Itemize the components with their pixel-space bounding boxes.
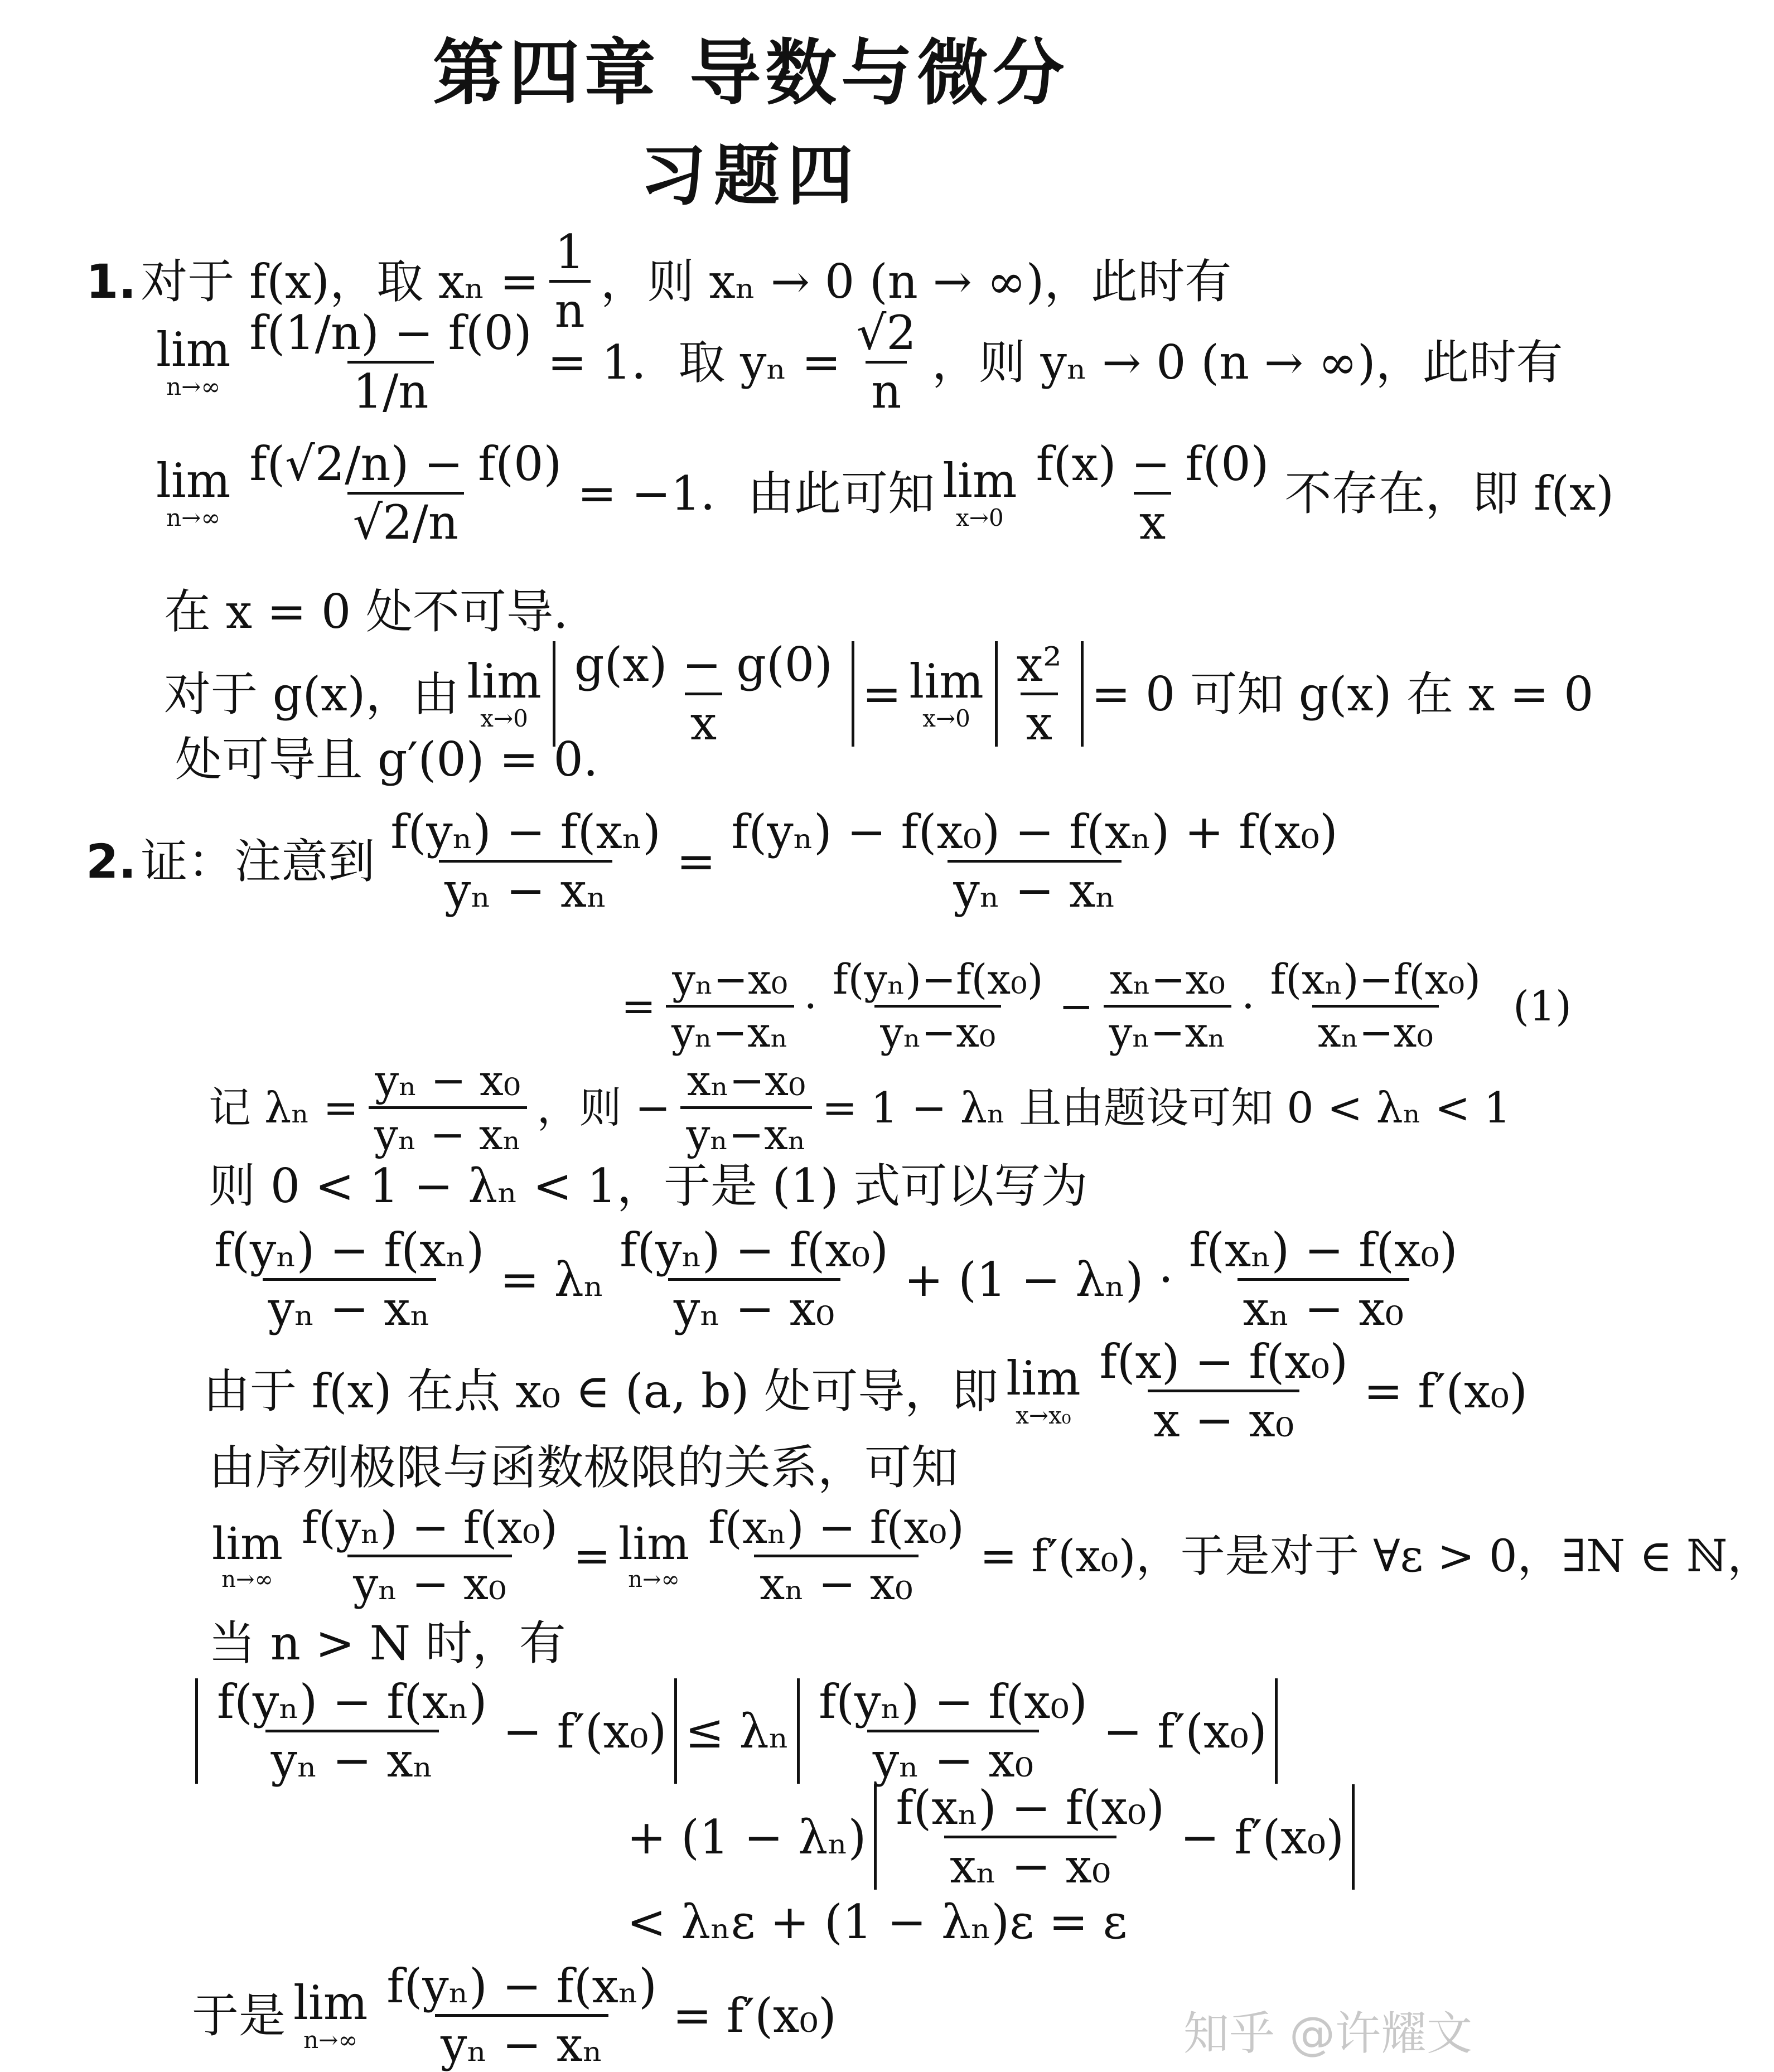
lim-word: lim	[1006, 1350, 1081, 1406]
lim-word: lim	[909, 653, 984, 709]
p1-l2-fraction-2	[851, 306, 922, 419]
frac-denominator: yₙ − xₙ	[369, 1106, 527, 1156]
abs-bar-left-2	[797, 1678, 800, 1784]
frac-denominator: yₙ − xₙ	[263, 1278, 436, 1332]
limit-operator	[156, 322, 231, 400]
frac-denominator: yₙ−x₀	[874, 1005, 1001, 1053]
p2-l2-dot-1: ·	[804, 982, 818, 1030]
frac-denominator: yₙ − x₀	[347, 1555, 512, 1606]
frac-denominator: xₙ − x₀	[1238, 1278, 1410, 1332]
p2-l12-text: < λₙε + (1 − λₙ)ε = ε	[627, 1895, 1128, 1949]
frac-numerator: g(x) − g(0)	[574, 637, 833, 692]
frac-denominator: yₙ−xₙ	[680, 1106, 811, 1156]
p1-l3-fraction	[244, 437, 567, 550]
frac-denominator: x	[685, 693, 722, 747]
lim-sub: n→∞	[221, 1566, 273, 1592]
abs-bar-right-2	[1081, 641, 1084, 747]
p2-l5-fraction-2	[614, 1223, 894, 1336]
limit-operator-2	[909, 653, 984, 732]
p2-l5-text-b: + (1 − λₙ) ·	[904, 1252, 1173, 1307]
limit-operator-2	[618, 1517, 690, 1592]
limit-operator	[156, 453, 231, 531]
lim-word: lim	[467, 653, 542, 709]
limit-operator	[293, 1975, 368, 2054]
p2-l10-text-a: − f′(x₀)	[502, 1703, 667, 1759]
lim-sub: n→∞	[628, 1566, 680, 1592]
p2-line-4	[206, 1159, 1090, 1213]
p2-line-9	[206, 1616, 568, 1671]
p2-l10-fraction-2	[813, 1674, 1093, 1788]
p2-l10-text-b: ≤ λₙ	[685, 1703, 790, 1759]
limit-operator	[1006, 1350, 1081, 1429]
p2-l13-text-b: = f′(x₀)	[672, 1988, 837, 2043]
frac-numerator: f(√2/n) − f(0)	[249, 437, 562, 491]
p1-l3-fraction-2	[1031, 437, 1275, 550]
p2-l11-text-a: + (1 − λₙ)	[627, 1809, 867, 1865]
limit-operator	[212, 1517, 283, 1592]
frac-numerator: f(yₙ)−f(x₀)	[833, 956, 1043, 1004]
frac-numerator: x²	[1016, 637, 1062, 692]
frac-denominator: yₙ − xₙ	[439, 860, 612, 914]
p1-l2-text-b: ，则 yₙ → 0 (n → ∞)，此时有	[931, 335, 1563, 390]
p2-l1-text-b: =	[676, 834, 716, 889]
p2-l11-fraction	[890, 1780, 1170, 1894]
p2-l2-fraction-4	[1265, 956, 1486, 1057]
p2-line-13	[190, 1959, 839, 2072]
lim-sub: x→0	[956, 504, 1004, 531]
p2-l6-fraction	[1094, 1334, 1354, 1448]
p2-l11-text-b: − f′(x₀)	[1180, 1809, 1345, 1865]
p2-l5-text-a: = λₙ	[500, 1252, 605, 1307]
p2-l2-minus: −	[1058, 982, 1094, 1030]
frac-denominator: 1/n	[347, 361, 434, 415]
p2-l8-fraction	[296, 1502, 563, 1610]
p2-l7-text: 由序列极限与函数极限的关系，可知	[209, 1440, 959, 1495]
p1-line-2	[151, 306, 1565, 419]
chapter-title: 第四章 导数与微分	[432, 32, 1069, 115]
abs-bar-left	[874, 1784, 877, 1890]
p2-l1-fraction	[385, 805, 666, 918]
problem-number-1: 1.	[86, 254, 137, 309]
frac-numerator: f(yₙ) − f(xₙ)	[214, 1223, 485, 1277]
frac-numerator: f(yₙ) − f(x₀)	[819, 1674, 1087, 1729]
lim-word: lim	[618, 1517, 690, 1570]
abs-bar-left-2	[995, 641, 998, 747]
lim-word: lim	[156, 322, 231, 377]
p2-line-10	[190, 1674, 1283, 1788]
frac-denominator: yₙ − xₙ	[948, 860, 1121, 914]
zhihu-watermark: 知乎 @许耀文	[1183, 2007, 1472, 2060]
frac-numerator: f(yₙ) − f(xₙ)	[386, 1959, 657, 2013]
frac-numerator: xₙ−x₀	[687, 1056, 806, 1105]
frac-denominator: x	[1134, 492, 1171, 546]
p1-l5-text-c: = 0 可知 g(x) 在 x = 0	[1091, 666, 1594, 722]
frac-numerator: yₙ − x₀	[375, 1056, 521, 1105]
abs-bar-left	[195, 1678, 198, 1784]
frac-numerator: f(yₙ) − f(x₀)	[620, 1223, 889, 1277]
frac-numerator: f(yₙ) − f(x₀)	[302, 1502, 558, 1553]
p2-l3-text-c: = 1 − λₙ 且由题设可知 0 < λₙ < 1	[821, 1082, 1511, 1132]
abs-bar-right	[674, 1678, 677, 1784]
p2-l2-fraction-1	[666, 956, 794, 1057]
p2-l8-text-b: = f′(x₀)，于是对于 ∀ε > 0，∃N ∈ ℕ，	[979, 1529, 1772, 1582]
p2-l1-text-a: 证：注意到	[141, 834, 375, 889]
p1-l2-text-a: = 1．取 yₙ =	[547, 335, 841, 390]
p1-line-4	[162, 584, 571, 639]
p2-l5-fraction-3	[1183, 1223, 1463, 1336]
p2-l1-fraction-2	[726, 805, 1343, 918]
frac-denominator: yₙ−xₙ	[1104, 1005, 1232, 1053]
p2-l3-text-b: ，则 −	[536, 1082, 671, 1132]
abs-bar-left	[553, 641, 555, 747]
lim-sub: n→∞	[303, 2026, 358, 2054]
frac-numerator: xₙ−x₀	[1109, 956, 1225, 1004]
frac-numerator: 1	[554, 225, 585, 279]
p1-l1-text-b: ，则 xₙ → 0 (n → ∞)，此时有	[600, 254, 1232, 309]
p2-line-7	[206, 1440, 960, 1495]
p2-l8-text-a: =	[573, 1529, 611, 1582]
p1-l6-text: 处可导且 g′(0) = 0.	[175, 732, 598, 787]
frac-numerator: f(xₙ)−f(x₀)	[1270, 956, 1481, 1004]
lim-sub: n→∞	[166, 372, 221, 400]
problem-number-2: 2.	[86, 834, 137, 889]
frac-numerator: f(x) − f(x₀)	[1099, 1334, 1348, 1389]
frac-numerator: f(yₙ) − f(x₀) − f(xₙ) + f(x₀)	[731, 805, 1338, 859]
p2-l8-fraction-2	[703, 1502, 970, 1610]
limit-operator-2	[942, 453, 1017, 531]
frac-denominator: yₙ−xₙ	[666, 1005, 794, 1053]
p2-line-6	[201, 1334, 1530, 1448]
frac-denominator: xₙ−x₀	[1312, 1005, 1439, 1053]
abs-bar-right	[852, 641, 854, 747]
p1-l5-fraction	[569, 637, 838, 751]
p2-line-11	[625, 1780, 1360, 1894]
lim-word: lim	[293, 1975, 368, 2030]
frac-denominator: xₙ − x₀	[944, 1836, 1116, 1890]
p1-l3-text-b: 不存在，即 f(x)	[1284, 466, 1615, 521]
p2-line-12	[625, 1895, 1129, 1949]
frac-numerator: f(1/n) − f(0)	[249, 306, 532, 360]
p2-line-1	[84, 805, 1351, 918]
p1-l3-text-a: = −1．由此可知	[577, 466, 935, 521]
p2-l2-fraction-2	[827, 956, 1048, 1057]
abs-bar-right	[1352, 1784, 1355, 1890]
lim-sub: x→x₀	[1016, 1401, 1071, 1429]
p2-l2-eq: =	[621, 982, 656, 1030]
frac-denominator: yₙ − x₀	[668, 1278, 840, 1332]
p2-l3-fraction	[369, 1056, 527, 1159]
abs-bar-right-2	[1275, 1678, 1278, 1784]
frac-denominator: yₙ − xₙ	[265, 1730, 439, 1784]
p2-l6-text-a: 由于 f(x) 在点 x₀ ∈ (a, b) 处可导，即	[203, 1363, 999, 1419]
exercise-title: 习题四	[640, 137, 861, 214]
frac-denominator: xₙ − x₀	[754, 1555, 919, 1606]
frac-numerator: f(x) − f(0)	[1036, 437, 1269, 491]
frac-denominator: x − x₀	[1148, 1390, 1299, 1444]
p2-l10-fraction	[211, 1674, 493, 1788]
p2-l10-text-c: − f′(x₀)	[1103, 1703, 1267, 1759]
frac-numerator: f(yₙ) − f(xₙ)	[217, 1674, 487, 1729]
p2-l3-fraction-2	[680, 1056, 811, 1159]
p2-l3-text-a: 记 λₙ =	[209, 1082, 359, 1132]
frac-numerator: yₙ−x₀	[672, 956, 788, 1004]
p1-l5-fraction-2	[1011, 637, 1067, 751]
p2-l4-text: 则 0 < 1 − λₙ < 1，于是 (1) 式可以写为	[209, 1159, 1088, 1213]
p2-l9-text: 当 n > N 时，有	[209, 1616, 566, 1671]
equation-tag-1: (1)	[1513, 982, 1572, 1030]
frac-numerator: f(xₙ) − f(x₀)	[1188, 1223, 1458, 1277]
limit-operator	[467, 653, 542, 732]
lim-sub: x→0	[480, 704, 528, 732]
p2-line-3	[206, 1056, 1513, 1159]
p1-l4-text: 在 x = 0 处不可导.	[164, 584, 568, 639]
frac-denominator: x	[1021, 693, 1058, 747]
lim-word: lim	[156, 453, 231, 508]
p1-l5-text-b: =	[862, 666, 902, 722]
p2-l13-fraction	[381, 1959, 663, 2072]
p1-line-3	[151, 437, 1616, 550]
p2-l2-fraction-3	[1104, 956, 1232, 1057]
frac-denominator: n	[866, 361, 907, 415]
p2-line-5	[201, 1223, 1471, 1336]
p1-line-5	[162, 637, 1596, 751]
lim-sub: n→∞	[166, 504, 221, 531]
frac-denominator: √2/n	[347, 492, 464, 546]
frac-denominator: yₙ − x₀	[867, 1730, 1040, 1784]
lim-word: lim	[212, 1517, 283, 1570]
frac-numerator: f(xₙ) − f(x₀)	[896, 1780, 1165, 1835]
p2-l13-text-a: 于是	[192, 1988, 286, 2043]
p2-l6-text-b: = f′(x₀)	[1364, 1363, 1528, 1419]
lim-sub: x→0	[922, 704, 970, 732]
p1-l1-text-a: 对于 f(x)，取 xₙ =	[141, 254, 539, 309]
frac-numerator: f(yₙ) − f(xₙ)	[390, 805, 661, 859]
frac-numerator: √2	[856, 306, 916, 360]
p1-line-6	[173, 732, 600, 787]
lim-word: lim	[942, 453, 1017, 508]
frac-denominator: yₙ − xₙ	[435, 2014, 608, 2068]
p2-line-2	[619, 956, 1574, 1057]
p2-line-8	[206, 1502, 1774, 1610]
p2-l5-fraction	[209, 1223, 490, 1336]
frac-numerator: f(xₙ) − f(x₀)	[708, 1502, 964, 1553]
p2-l2-dot-2: ·	[1241, 982, 1255, 1030]
p1-l5-text-a: 对于 g(x)，由	[164, 666, 460, 722]
frac-denominator: n	[549, 280, 591, 334]
p1-l2-fraction	[244, 306, 537, 419]
